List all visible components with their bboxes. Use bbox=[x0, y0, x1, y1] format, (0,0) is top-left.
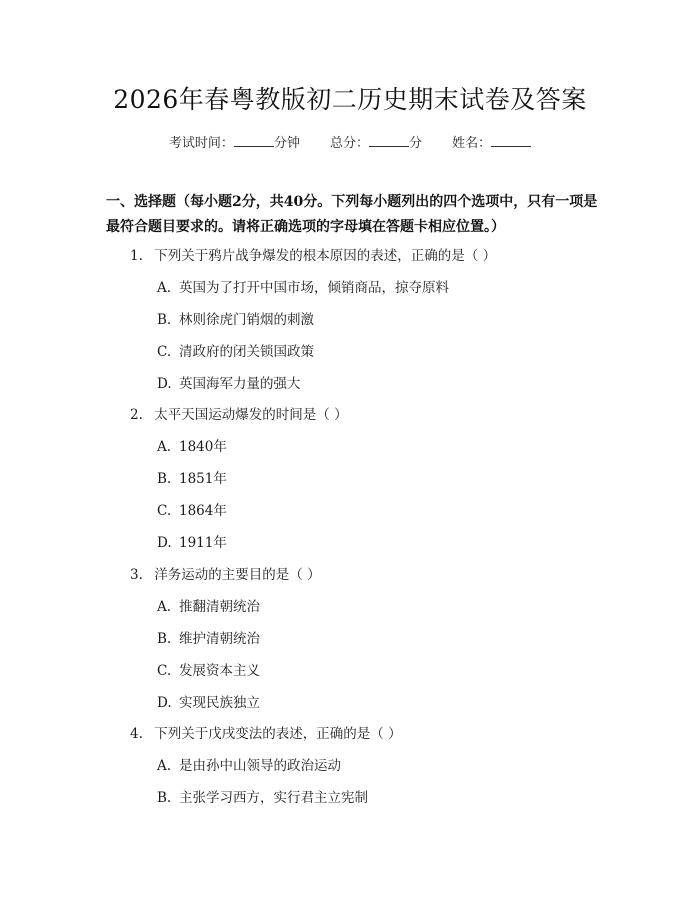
option-letter: D. bbox=[157, 535, 172, 551]
question-2 bbox=[130, 403, 348, 423]
option-letter: C. bbox=[157, 503, 172, 519]
option-text: 主张学习西方，实行君主立宪制 bbox=[179, 790, 368, 806]
option-text: 林则徐虎门销烟的刺激 bbox=[179, 312, 314, 328]
option-text: 维护清朝统治 bbox=[179, 631, 260, 647]
option-letter: A. bbox=[157, 280, 172, 296]
option-letter: B. bbox=[157, 312, 172, 328]
option-text: 清政府的闭关锁国政策 bbox=[179, 344, 314, 360]
question-1-option-c bbox=[157, 340, 314, 360]
page-title: 2026年春粤教版初二历史期末试卷及答案 bbox=[113, 85, 587, 114]
option-letter: A. bbox=[157, 758, 172, 774]
question-text: 洋务运动的主要目的是（ ） bbox=[154, 567, 321, 583]
question-number: 3. bbox=[130, 567, 143, 583]
question-3 bbox=[130, 563, 321, 583]
question-4-option-a bbox=[157, 754, 341, 774]
total-score-unit: 分 bbox=[409, 136, 423, 151]
option-letter: D. bbox=[157, 376, 172, 392]
option-text: 1851年 bbox=[179, 471, 227, 487]
question-2-option-a bbox=[157, 435, 227, 455]
option-letter: C. bbox=[157, 663, 172, 679]
option-text: 英国海军力量的强大 bbox=[179, 376, 301, 392]
option-text: 实现民族独立 bbox=[179, 695, 260, 711]
question-3-option-c bbox=[157, 659, 260, 679]
option-text: 是由孙中山领导的政治运动 bbox=[179, 758, 341, 774]
question-text: 下列关于戊戌变法的表述，正确的是（ ） bbox=[154, 726, 402, 742]
option-letter: D. bbox=[157, 695, 172, 711]
option-text: 1911年 bbox=[179, 535, 227, 551]
total-score-blank bbox=[369, 134, 409, 147]
exam-time-field bbox=[169, 132, 300, 151]
option-text: 发展资本主义 bbox=[179, 663, 260, 679]
option-text: 1840年 bbox=[179, 439, 227, 455]
option-text: 推翻清朝统治 bbox=[179, 599, 260, 615]
question-2-option-c bbox=[157, 499, 227, 519]
question-1 bbox=[130, 244, 496, 264]
exam-time-unit: 分钟 bbox=[273, 136, 300, 151]
student-name-blank bbox=[491, 134, 531, 147]
question-1-option-a bbox=[157, 276, 449, 296]
option-letter: B. bbox=[157, 471, 172, 487]
option-letter: A. bbox=[157, 439, 172, 455]
question-2-option-b bbox=[157, 467, 227, 487]
student-name-field bbox=[452, 132, 531, 151]
question-3-option-d bbox=[157, 691, 260, 711]
question-1-option-b bbox=[157, 308, 314, 328]
question-1-option-d bbox=[157, 372, 301, 392]
question-3-option-b bbox=[157, 627, 260, 647]
question-number: 4. bbox=[130, 726, 143, 742]
question-3-option-a bbox=[157, 595, 260, 615]
exam-time-blank bbox=[234, 134, 274, 147]
question-text: 下列关于鸦片战争爆发的根本原因的表述，正确的是（ ） bbox=[154, 248, 497, 264]
section-heading: 一、选择题（每小题2分，共40分。下列每小题列出的四个选项中，只有一项是最符合题目要求的。请将正确选项的字母填在答题卡相应位置。） bbox=[106, 194, 598, 235]
option-letter: B. bbox=[157, 631, 172, 647]
question-text: 太平天国运动爆发的时间是（ ） bbox=[154, 407, 348, 423]
student-name-label: 姓名： bbox=[452, 136, 492, 151]
option-letter: C. bbox=[157, 344, 172, 360]
total-score-field bbox=[330, 132, 422, 151]
total-score-label: 总分： bbox=[329, 136, 369, 151]
question-4-option-b bbox=[157, 786, 368, 806]
option-letter: B. bbox=[157, 790, 172, 806]
question-4 bbox=[130, 722, 402, 742]
question-number: 1. bbox=[130, 248, 143, 264]
exam-info-line bbox=[0, 132, 700, 151]
question-number: 2. bbox=[130, 407, 143, 423]
option-letter: A. bbox=[157, 599, 172, 615]
option-text: 英国为了打开中国市场，倾销商品，掠夺原料 bbox=[179, 280, 449, 296]
exam-time-label: 考试时间： bbox=[168, 136, 234, 151]
question-2-option-d bbox=[157, 531, 227, 551]
option-text: 1864年 bbox=[179, 503, 227, 519]
